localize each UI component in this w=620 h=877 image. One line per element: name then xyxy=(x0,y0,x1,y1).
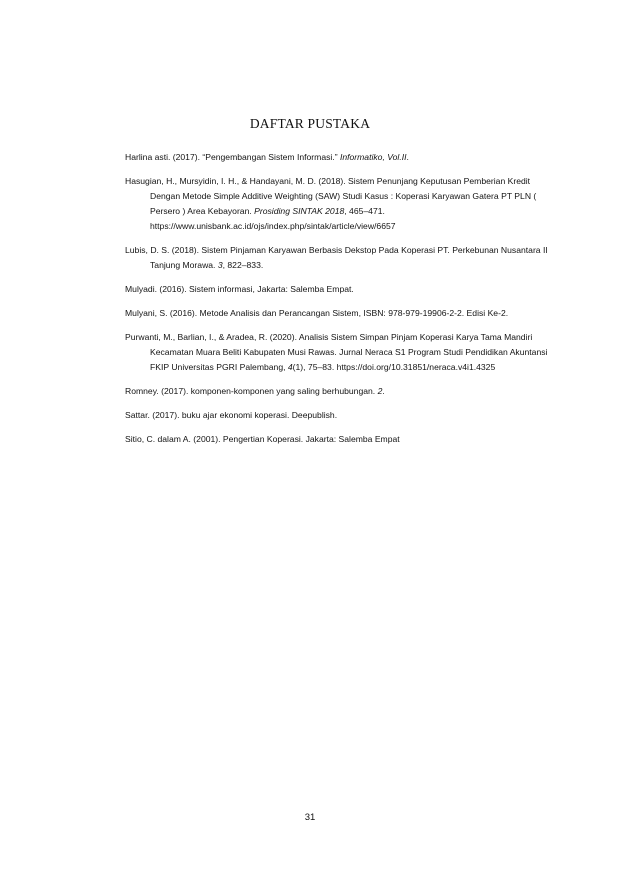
page-title: DAFTAR PUSTAKA xyxy=(249,116,371,131)
reference-item xyxy=(125,282,555,297)
reference-text: Mulyadi. (2016). Sistem informasi, Jakarta: Salemba Empat. xyxy=(125,284,354,294)
reference-text: . xyxy=(406,152,409,162)
reference-text: (1), 75–83. https://doi.org/10.31851/neraca.v4i1.4325 xyxy=(292,362,496,372)
reference-text: , 822–833. xyxy=(222,260,264,270)
reference-text: Mulyani, S. (2016). Metode Analisis dan Perancangan Sistem, ISBN: 978-979-19906-2-2. Edisi Ke-2. xyxy=(125,308,509,318)
reference-item xyxy=(125,432,555,447)
reference-text: Hasugian, H., Mursyidin, I. H., & Handayani, M. D. (2018). Sistem Penunjang Keputusan Pemberian Kredit Dengan Metode Simple Additive Weighting (SAW) Studi Kasus : Koperasi Karyawan Gatera PT PLN ( Persero ) Area Kebayoran. xyxy=(125,176,537,216)
reference-item xyxy=(125,174,555,234)
reference-italic: 3 xyxy=(217,260,223,270)
page-number: 31 xyxy=(304,812,316,823)
reference-item xyxy=(125,408,555,423)
reference-text: Sattar. (2017). buku ajar ekonomi koperasi. Deepublish. xyxy=(125,410,338,420)
reference-text: . xyxy=(382,386,385,396)
reference-text: Harlina asti. (2017). “Pengembangan Sistem Informasi.” xyxy=(125,152,340,162)
reference-item xyxy=(125,330,555,375)
reference-item xyxy=(125,150,555,165)
reference-text: Lubis, D. S. (2018). Sistem Pinjaman Karyawan Berbasis Dekstop Pada Koperasi PT. Perkebunan Nusantara II Tanjung Morawa. xyxy=(125,245,548,270)
reference-item xyxy=(125,384,555,399)
reference-text: Purwanti, M., Barlian, I., & Aradea, R. (2020). Analisis Sistem Simpan Pinjam Koperasi Karya Tama Mandiri Kecamatan Muara Beliti Kabupaten Musi Rawas. Jurnal Neraca S1 Program Studi Pendidikan Akuntansi FKIP Universitas PGRI Palembang, xyxy=(125,332,548,372)
reference-italic: Prosiding SINTAK 2018 xyxy=(254,206,345,216)
reference-italic: 2 xyxy=(377,386,383,396)
reference-italic: 4 xyxy=(287,362,293,372)
reference-item xyxy=(125,243,555,273)
reference-text: , 465–471. https://www.unisbank.ac.id/ojs/index.php/sintak/article/view/6657 xyxy=(150,206,396,231)
reference-item xyxy=(125,306,555,321)
reference-italic: Informatiko, Vol.II xyxy=(339,152,407,162)
reference-text: Romney. (2017). komponen-komponen yang saling berhubungan. xyxy=(125,386,378,396)
reference-text: Sitio, C. dalam A. (2001). Pengertian Koperasi. Jakarta: Salemba Empat xyxy=(125,434,400,444)
reference-list xyxy=(125,150,555,456)
